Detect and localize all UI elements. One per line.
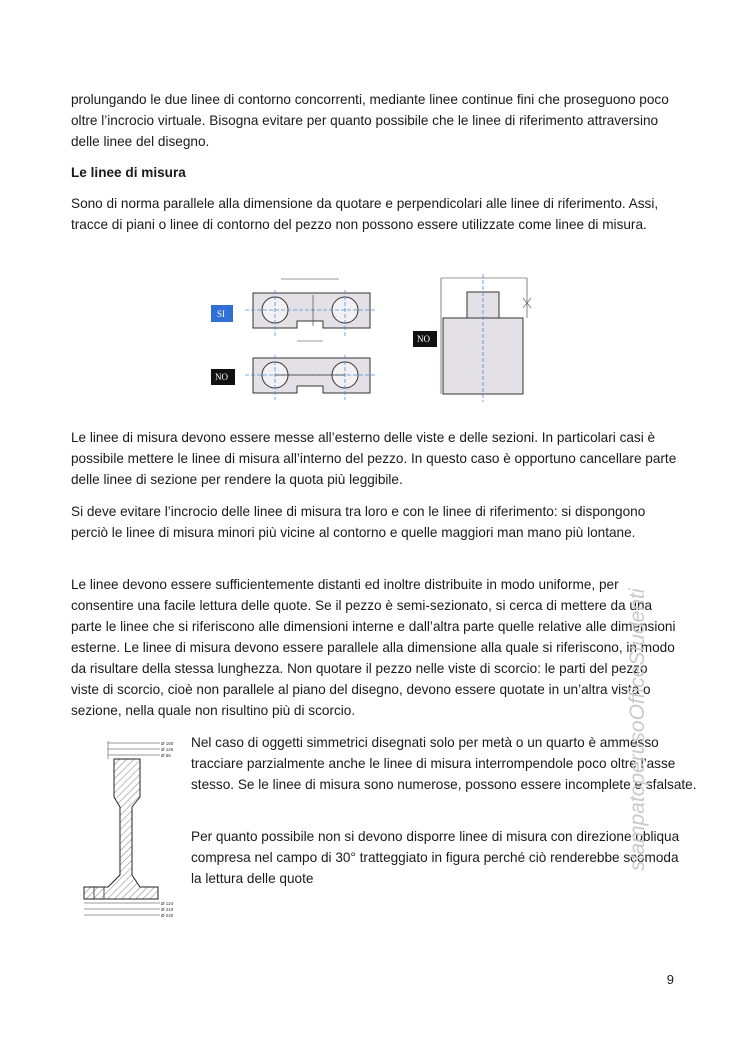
part-incorrect (245, 355, 377, 400)
dim-bottom-2: Ø 210 (161, 907, 174, 912)
no-label-1: NO (215, 372, 228, 382)
paragraph-placement: Le linee di misura devono essere messe all’esterno delle viste e delle sezioni. In particolari casi è possibile mettere le linee di misura all’interno del pezzo. In questo caso è opportuno cancellare parte delle linee di sezione per rendere la quota più leggibile. (71, 430, 677, 487)
watermark: stampatoperusoOfficeStudenti (626, 588, 649, 871)
paragraph-spacing: Le linee devono essere sufficientemente distanti ed inoltre distribuite in modo uniforme, per consentire una facile lettura delle quote. Se il pezzo è semi-sezionato, si cerca di mettere da una parte le linee che si riferiscono alle dimensioni interne e dall’altra parte quelle relative alle dimensioni esterne. Le linee di misura devono essere parallele alla dimensione alla quale si riferiscono, in modo da risultare della stessa lunghezza. Non quotare il pezzo nelle viste di scorcio: le parti del pezzo viste di scorcio, cioè non parallele al piano del disegno, devono essere quotate in un’altra vista o sezione, nella quale non risultino più di scorcio. (71, 577, 676, 718)
section-heading: Le linee di misura (71, 165, 186, 180)
figure-symmetric-part (78, 737, 182, 923)
part-section (84, 759, 158, 899)
part-incorrect-2 (441, 274, 531, 402)
dim-top-3: Ø 88 (161, 753, 171, 758)
dimension-lines-top (108, 741, 160, 759)
paragraph-definition: Sono di norma parallele alla dimensione da quotare e perpendicolari alle linee di riferimento. Assi, tracce di piani o linee di contorno del pezzo non possono essere utilizzate come linee di misura. (71, 196, 659, 232)
dim-bottom-1: Ø 124 (161, 901, 174, 906)
paragraph-crossing: Si deve evitare l’incrocio delle linee di misura tra loro e con le linee di riferimento: si dispongono perciò le linee di misura minori più vicine al contorno e quelle maggiori man mano più lontane. (71, 504, 646, 540)
part-correct (245, 279, 377, 341)
dimension-lines-bottom (84, 903, 160, 915)
dim-top-1: Ø 180 (161, 741, 174, 746)
paragraph-oblique: Per quanto possibile non si devono disporre linee di misura con direzione obliqua compresa nel campo di 30° tratteggiato in figura perché ciò renderebbe scomoda la lettura delle quote (191, 829, 680, 886)
no-label-2: NO (417, 334, 430, 344)
dim-top-2: Ø 126 (161, 747, 174, 752)
paragraph-intro: prolungando le due linee di contorno concorrenti, mediante linee continue fini che proseguono poco oltre l’incrocio virtuale. Bisogna evitare per quanto possibile che le linee di riferimento attraversino delle linee del disegno. (71, 92, 669, 149)
paragraph-symmetric: Nel caso di oggetti simmetrici disegnati solo per metà o un quarto è ammesso tracciare parzialmente anche le linee di misura interrompendole poco oltre l’asse stesso. Se le linee di misura sono numerose, possono essere incomplete e sfalsate. (191, 735, 697, 792)
si-label: SI (217, 309, 226, 319)
figure-dimension-lines (205, 268, 545, 408)
dim-bottom-3: Ø 240 (161, 913, 174, 918)
page-number: 9 (666, 972, 674, 987)
